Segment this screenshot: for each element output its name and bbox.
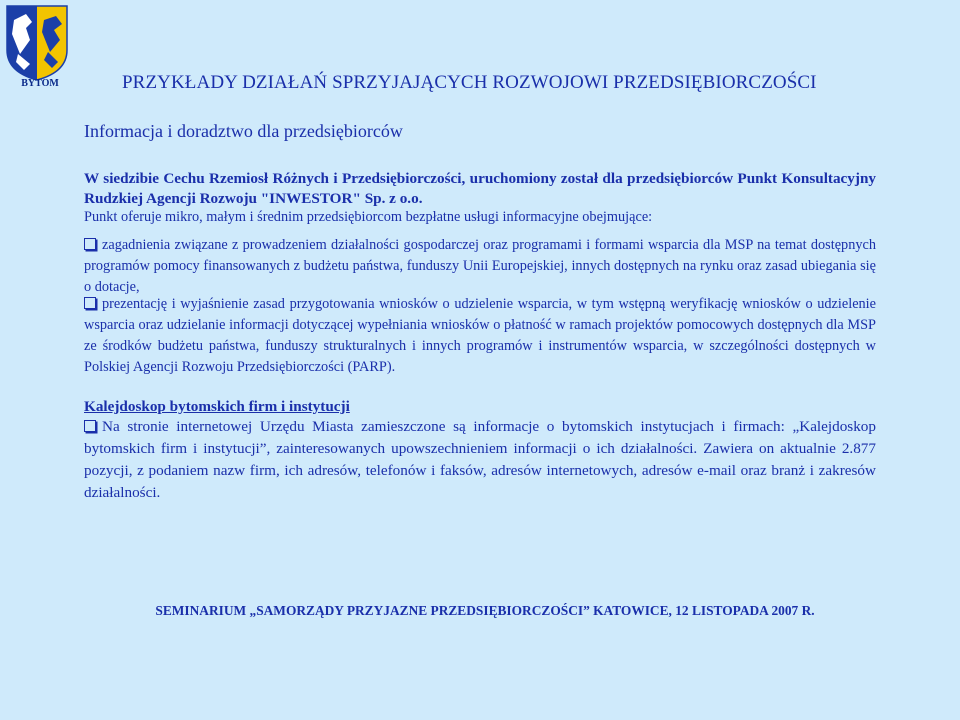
bullet-item-1 (84, 235, 876, 298)
bullet-text-2: prezentację i wyjaśnienie zasad przygotowania wniosków o udzielenie wsparcia, w tym wstępną weryfikację wniosków o udzielenie wsparcia oraz udzielanie informacji dotyczącej wypełniania wniosków o płatność w ramach projektów pomocowych dostępnych dla MSP ze środków budżetu państwa, funduszy strukturalnych i innych programów i instrumentów wsparcia, w szczególności dostępnych w Polskiej Agencji Rozwoju Przedsiębiorczości (PARP). (84, 296, 876, 375)
bullet-text-1: zagadnienia związane z prowadzeniem działalności gospodarczej oraz programami i formami wsparcia dla MSP na temat dostępnych programów pomocy finansowanych z budżetu państwa, funduszy Unii Europejskiej, innych dostępnych na rynku oraz zasad ubiegania się o dotacje, (84, 237, 876, 295)
kalejdoskop-text: Na stronie internetowej Urzędu Miasta zamieszczone są informacje o bytomskich instytucjach i firmach: „Kalejdoskop bytomskich firm i instytucji”, zainteresowanych upowszechnieniem informacji o ich działalności. Zawiera on aktualnie 2.877 pozycji, z podaniem nazw firm, ich adresów, telefonów i faksów, adresów internetowych, adresów e-mail oraz branż i zakresów działalności. (84, 418, 876, 501)
footer-text: SEMINARIUM „SAMORZĄDY PRZYJAZNE PRZEDSIĘBIORCZOŚCI” KATOWICE, 12 LISTOPADA 2007 R. (155, 603, 815, 618)
kalejdoskop-heading: Kalejdoskop bytomskich firm i instytucji (84, 398, 350, 415)
logo-caption: BYTOM (21, 78, 59, 89)
page-title: PRZYKŁADY DZIAŁAŃ SPRZYJAJĄCYCH ROZWOJOWI PRZEDSIĘBIORCZOŚCI (122, 72, 817, 93)
bullet-item-2 (84, 294, 876, 378)
kalejdoskop-item (84, 416, 876, 504)
checkbox-bullet-icon (84, 238, 96, 250)
checkbox-bullet-icon (84, 297, 96, 309)
section-title: Informacja i doradztwo dla przedsiębiorców (84, 121, 403, 141)
intro-paragraph: Punkt oferuje mikro, małym i średnim przedsiębiorcom bezpłatne usługi informacyjne obejmujące: (84, 209, 653, 225)
checkbox-bullet-icon (84, 420, 96, 432)
lead-paragraph: W siedzibie Cechu Rzemiosł Różnych i Przedsiębiorczości, uruchomiony został dla przedsiębiorców Punkt Konsultacyjny Rudzkiej Agencji Rozwoju "INWESTOR" Sp. z o.o. (84, 170, 876, 207)
